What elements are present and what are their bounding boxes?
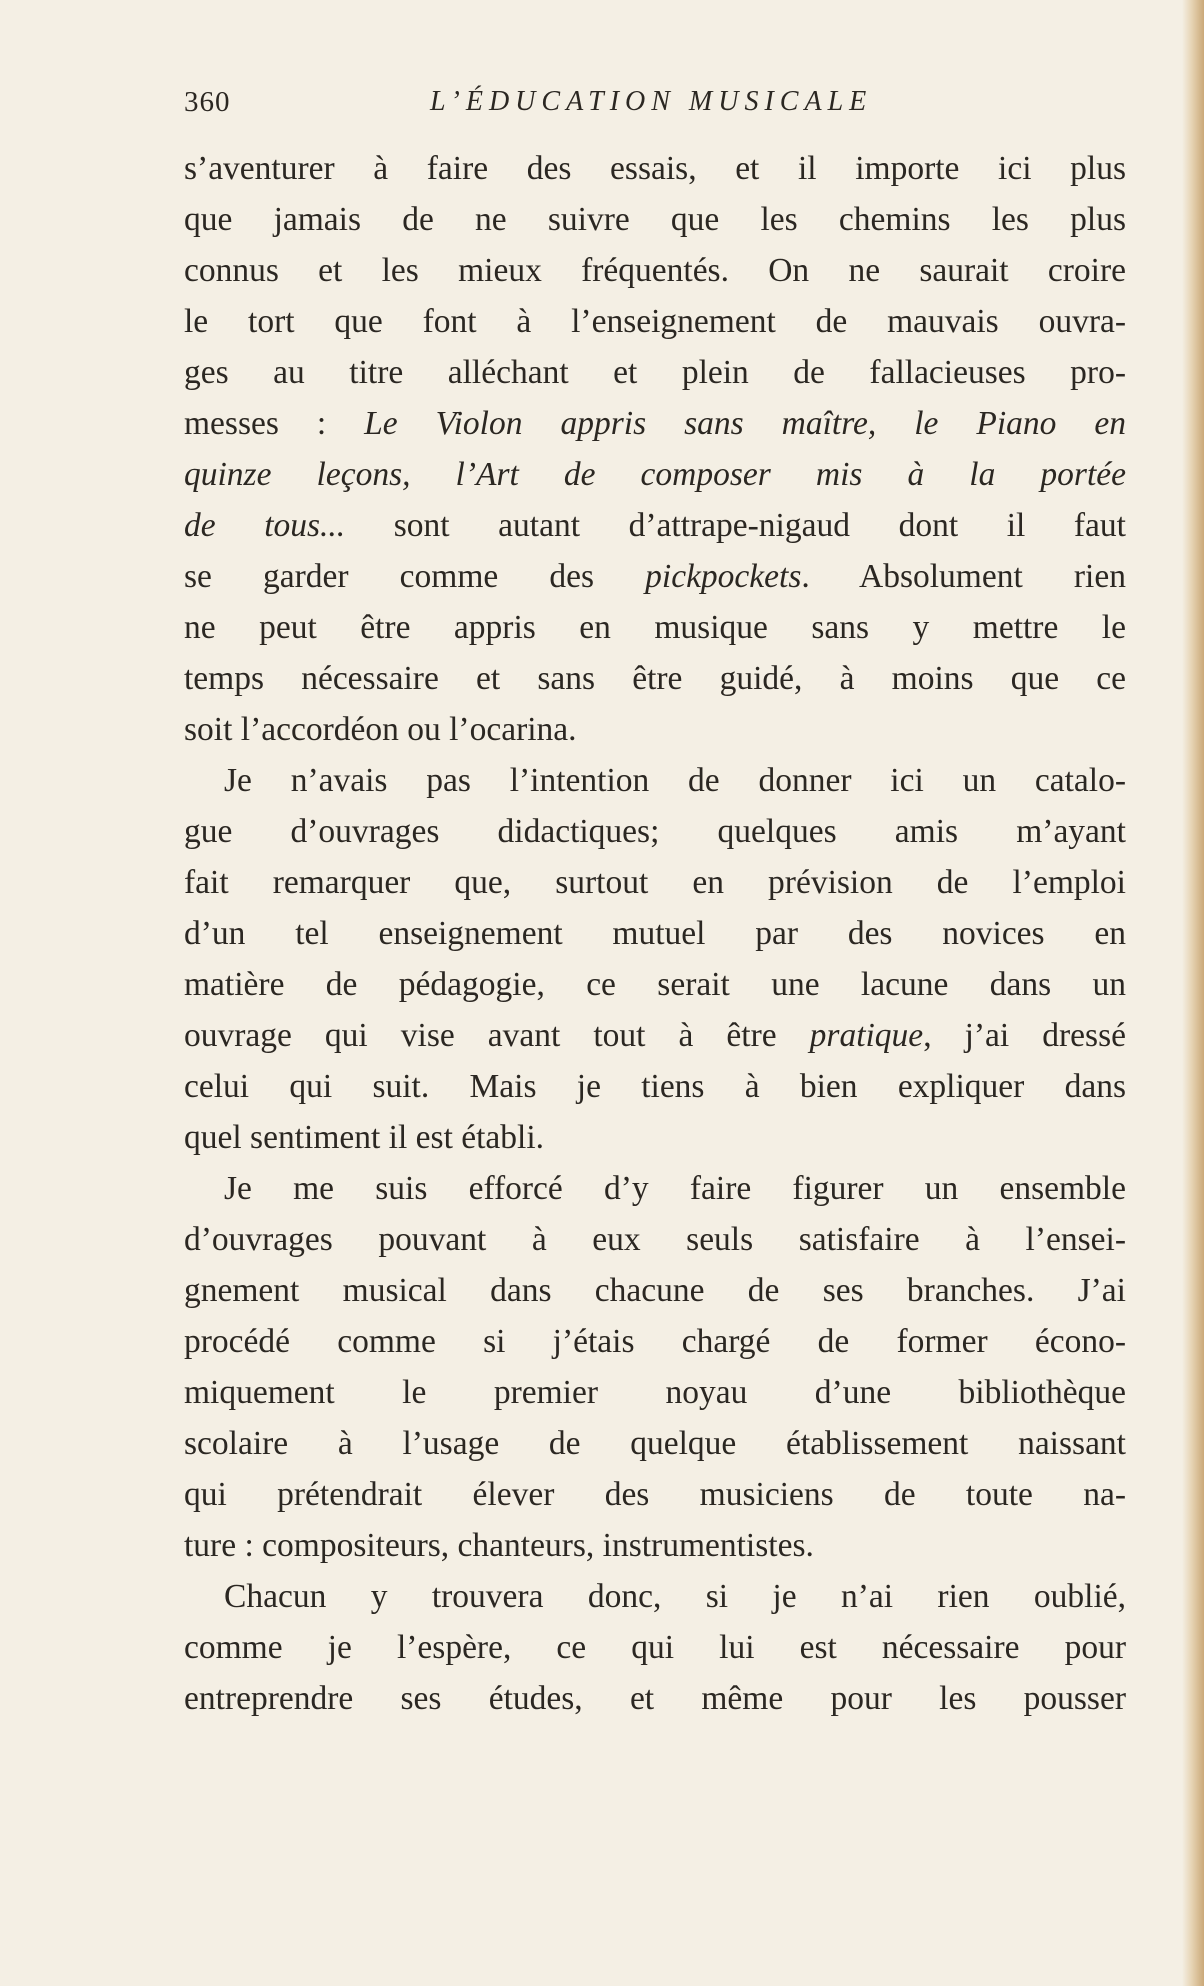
text-line: entreprendre ses études, et même pour les pousser [184, 1680, 1126, 1717]
page-header [184, 86, 1124, 126]
text-segment: sont autant d’attrape-nigaud dont il faut [345, 507, 1126, 544]
text-line: scolaire à l’usage de quelque établissement naissant [184, 1425, 1126, 1462]
running-title: L’ÉDUCATION MUSICALE [430, 86, 873, 117]
text-segment: . Absolument rien [801, 558, 1126, 595]
text-line: connus et les mieux fréquentés. On ne saurait croire [184, 252, 1126, 289]
text-line: d’ouvrages pouvant à eux seuls satisfaire à l’ensei- [184, 1221, 1126, 1258]
text-line [184, 551, 1126, 602]
text-line: s’aventurer à faire des essais, et il importe ici plus [184, 150, 1126, 187]
text-line: gnement musical dans chacune de ses branches. J’ai [184, 1272, 1126, 1309]
text-line: gue d’ouvrages didactiques; quelques amis m’ayant [184, 813, 1126, 850]
italic-word: pickpockets [645, 558, 802, 595]
text-line [184, 398, 1126, 449]
text-line: d’un tel enseignement mutuel par des novices en [184, 915, 1126, 952]
text-line: Chacun y trouvera donc, si je n’ai rien oublié, [224, 1578, 1126, 1615]
italic-title: de tous... [184, 507, 346, 544]
text-line: ture : compositeurs, chanteurs, instrumentistes. [184, 1527, 814, 1564]
text-line: ges au titre alléchant et plein de fallacieuses pro- [184, 354, 1126, 391]
text-line [184, 1010, 1126, 1061]
page-edge [1182, 0, 1204, 1986]
text-line: ne peut être appris en musique sans y mettre le [184, 609, 1126, 646]
text-line: que jamais de ne suivre que les chemins les plus [184, 201, 1126, 238]
text-line: fait remarquer que, surtout en prévision de l’emploi [184, 864, 1126, 901]
text-line [184, 449, 1126, 500]
text-line: miquement le premier noyau d’une bibliothèque [184, 1374, 1126, 1411]
text-segment: messes : [184, 405, 365, 442]
text-segment: ouvrage qui vise avant tout à être [184, 1017, 810, 1054]
text-line: procédé comme si j’étais chargé de former écono- [184, 1323, 1126, 1360]
text-line: temps nécessaire et sans être guidé, à moins que ce [184, 660, 1126, 697]
italic-title: quinze leçons, l’Art de composer mis à la portée [184, 456, 1126, 493]
text-line: comme je l’espère, ce qui lui est nécessaire pour [184, 1629, 1126, 1666]
text-line: Je me suis efforcé d’y faire figurer un ensemble [224, 1170, 1126, 1207]
text-line: Je n’avais pas l’intention de donner ici un catalo- [224, 762, 1126, 799]
text-line: le tort que font à l’enseignement de mauvais ouvra- [184, 303, 1126, 340]
italic-word: pratique [809, 1017, 924, 1054]
body-text [184, 143, 1126, 1724]
text-line: matière de pédagogie, ce serait une lacune dans un [184, 966, 1126, 1003]
text-line: soit l’accordéon ou l’ocarina. [184, 711, 577, 748]
text-segment: se garder comme des [184, 558, 646, 595]
text-line: qui prétendrait élever des musiciens de toute na- [184, 1476, 1126, 1513]
text-line: quel sentiment il est établi. [184, 1119, 545, 1156]
italic-title: Le Violon appris sans maître, le Piano en [364, 405, 1126, 442]
text-line [184, 500, 1126, 551]
page-number: 360 [184, 86, 231, 118]
text-segment: , j’ai dressé [923, 1017, 1126, 1054]
text-line: celui qui suit. Mais je tiens à bien expliquer dans [184, 1068, 1126, 1105]
